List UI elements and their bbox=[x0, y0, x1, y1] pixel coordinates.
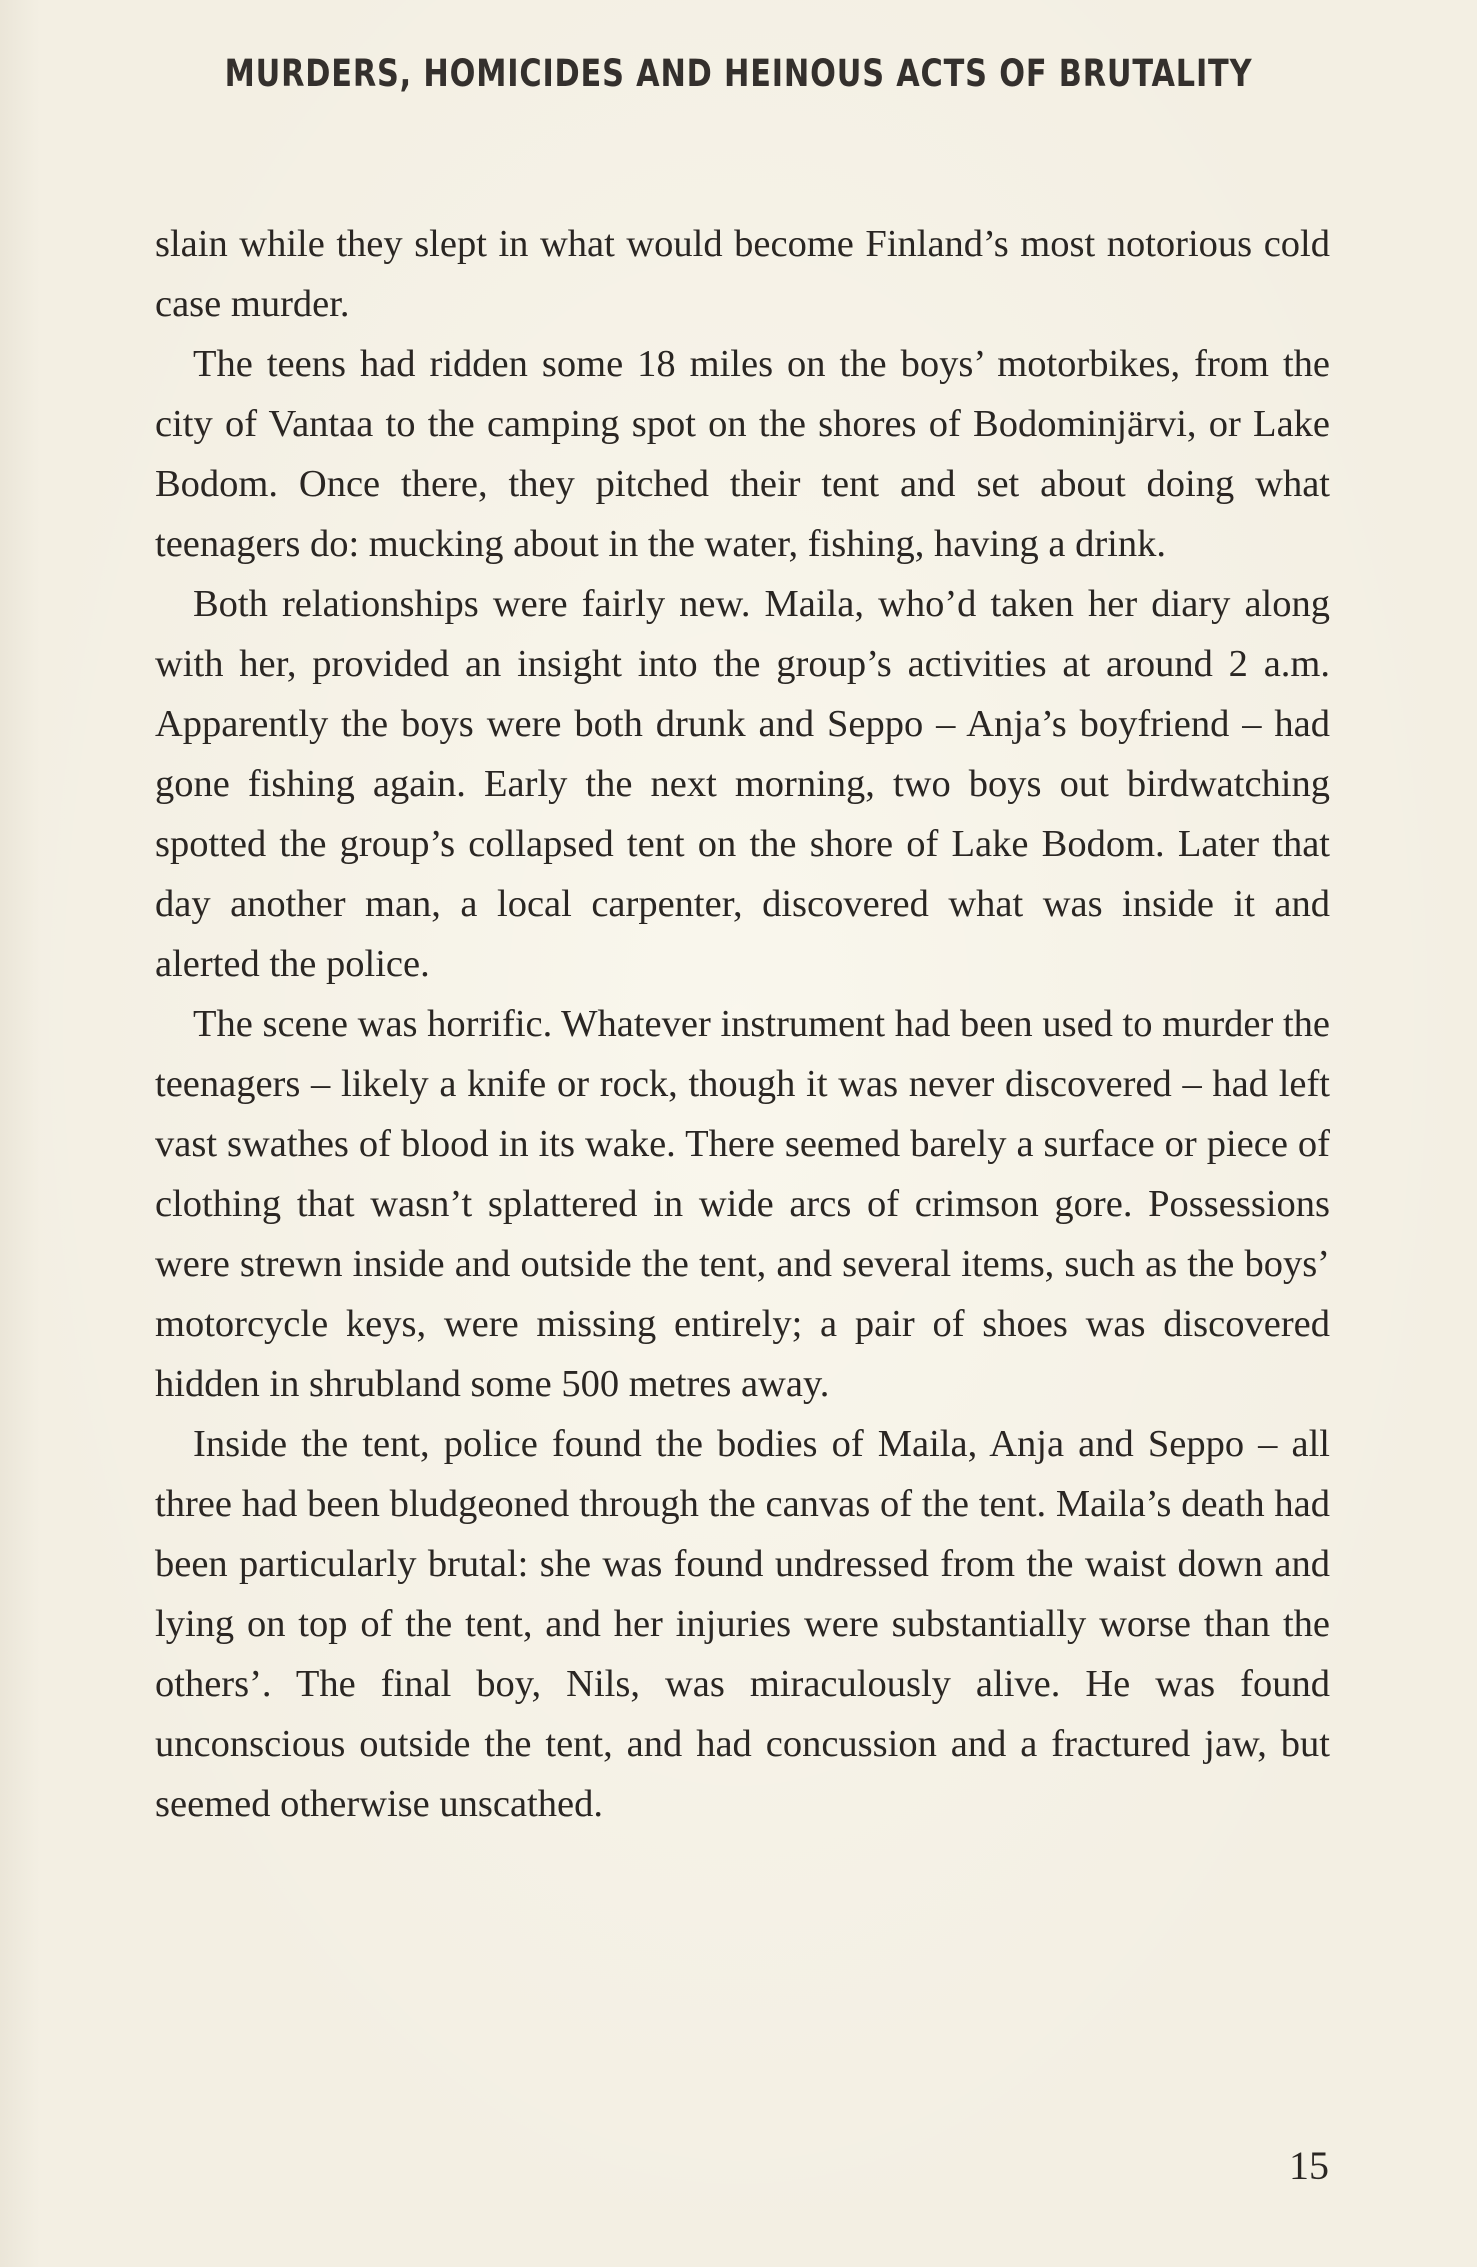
running-head: MURDERS, HOMICIDES AND HEINOUS ACTS OF BRUTALITY bbox=[224, 52, 1253, 95]
paragraph-4: The scene was horrific. Whatever instrument had been used to murder the teenagers – likely a knife or rock, though it was never discovered – had left vast swathes of blood in its wake. There seemed barely a surface or piece of clothing that wasn’t splattered in wide arcs of crimson gore. Possessions were strewn inside and outside the tent, and several items, such as the boys’ motorcycle keys, were missing entirely; a pair of shoes was discovered hidden in shrubland some 500 metres away. bbox=[155, 1003, 1330, 1405]
paragraph-2: The teens had ridden some 18 miles on the boys’ motorbikes, from the city of Vantaa to the camping spot on the shores of Bodominjärvi, or Lake Bodom. Once there, they pitched their tent and set about doing what teenagers do: mucking about in the water, fishing, having a drink. bbox=[155, 343, 1330, 565]
paragraph-3: Both relationships were fairly new. Maila, who’d taken her diary along with her, provided an insight into the group’s activities at around 2 a.m. Apparently the boys were both drunk and Seppo – Anja’s boyfriend – had gone fishing again. Early the next morning, two boys out birdwatching spotted the group’s collapsed tent on the shore of Lake Bodom. Later that day another man, a local carpenter, discovered what was inside it and alerted the police. bbox=[155, 583, 1330, 985]
paragraph-1: slain while they slept in what would become Finland’s most notorious cold case murder. bbox=[155, 223, 1330, 325]
body-text bbox=[155, 214, 1330, 1834]
page-number: 15 bbox=[1289, 2143, 1329, 2188]
paragraph-5: Inside the tent, police found the bodies of Maila, Anja and Seppo – all three had been bludgeoned through the canvas of the tent. Maila’s death had been particularly brutal: she was found undressed from the waist down and lying on top of the tent, and her injuries were substantially worse than the others’. The final boy, Nils, was miraculously alive. He was found unconscious outside the tent, and had concussion and a fractured jaw, but seemed otherwise unscathed. bbox=[155, 1423, 1330, 1825]
